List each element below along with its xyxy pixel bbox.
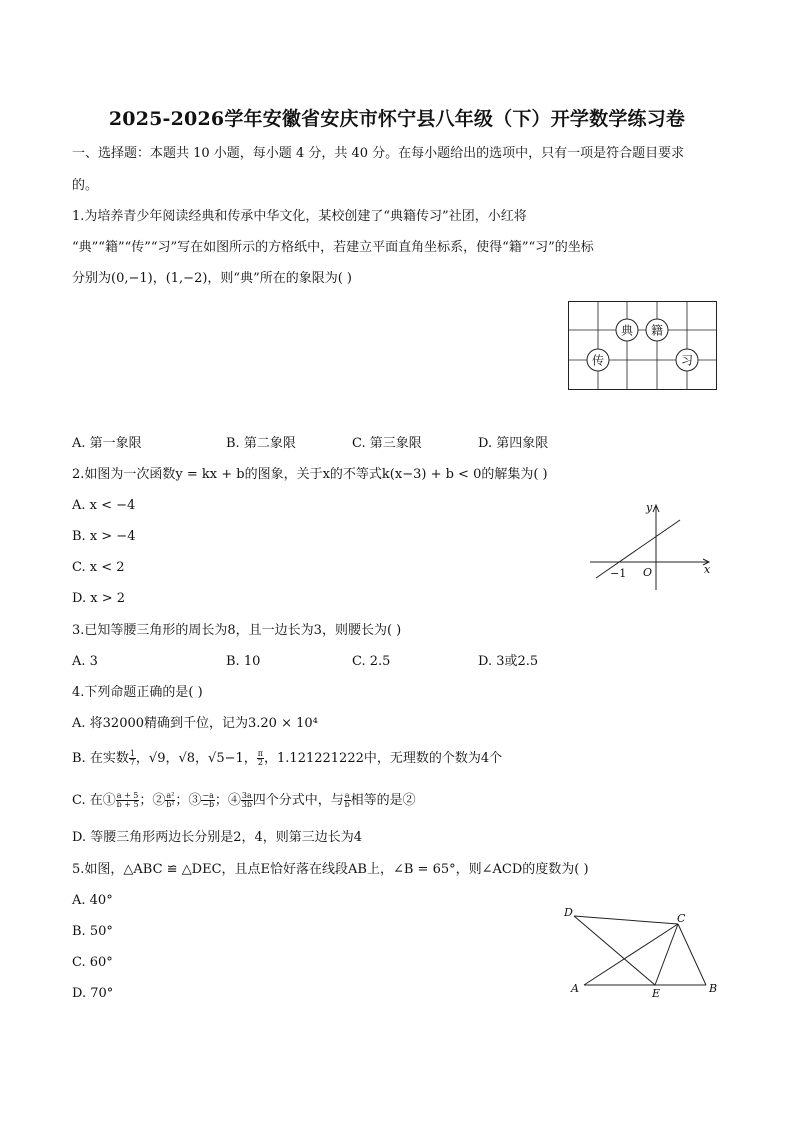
vertex-label-c: C [677, 912, 686, 925]
q4-option-a: A. 将32000精确到千位，记为3.20 × 10⁴ [72, 716, 318, 731]
q5-option-c: C. 60° [72, 955, 113, 970]
q5-text-line1: 5.如图，△ABC ≌ △DEC，且点E恰好落在线段AB上，∠B = 65°，则∠ACD的度数为( ) [72, 862, 589, 877]
page-title: 2025-2026学年安徽省安庆市怀宁县八年级（下）开学数学练习卷 [108, 108, 686, 130]
q4-option-d: D. 等腰三角形两边长分别是2，4，则第三边长为4 [72, 830, 363, 845]
q4-option-c-end: 相等的是② [350, 793, 416, 808]
q2-option-c: C. x < 2 [72, 560, 125, 575]
q4-option-c-pre: C. 在① [72, 793, 116, 808]
section-instructions-line2: 的。 [72, 178, 99, 193]
graph-origin-label: O [643, 566, 653, 579]
graph-y-label: y [646, 501, 653, 514]
q4-option-c-post: 四个分式中，与 [252, 793, 344, 808]
fraction-a-b: $\frac{a}{b}$ [344, 791, 350, 809]
q3-option-b: B. 10 [226, 654, 261, 669]
vertex-label-b: B [709, 982, 718, 995]
fraction-a5-b5: $\frac{a + 5}{b + 5}$ [116, 791, 139, 809]
q1-text-line1: 1.为培养青少年阅读经典和传承中华文化，某校创建了“典籍传习”社团，小红将 [72, 209, 527, 224]
fraction-a2-b2: $\frac{\text{a²}}{\text{b²}}$ [166, 791, 175, 809]
grid-char-dian: 典 [620, 323, 634, 338]
q1-option-a: A. 第一象限 [72, 436, 142, 451]
q4-option-c: C. 在① $\frac{a + 5}{b + 5}$ ；② $\frac{\text{a²}}{\text{b²}}$ ；③ $\frac{-a}{-b}$ ；④ $\frac{3a}{3b}$ 四个分式中，与 $\frac{a}{b}$ 相等的是② [72, 791, 416, 809]
q4-option-b-mid: ，√9，√8，√5−1， [135, 751, 257, 766]
grid-char-xi: 习 [680, 353, 694, 368]
fraction-3a-3b: $\frac{3a}{3b}$ [241, 791, 252, 809]
q1-option-b: B. 第二象限 [226, 436, 296, 451]
q4-option-b-pre: B. 在实数 [72, 751, 129, 766]
q1-grid-figure [568, 301, 718, 391]
grid-char-ji: 籍 [650, 323, 664, 338]
grid-char-chuan: 传 [591, 353, 605, 368]
q5-option-b: B. 50° [72, 924, 113, 939]
q4-option-b-post: ，1.121221222中，无理数的个数为4个 [264, 751, 503, 766]
q1-text-line3: 分别为(0,−1)，(1,−2)，则“典”所在的象限为( ) [72, 271, 352, 286]
q4-option-b [72, 750, 502, 768]
q3-text-line1: 3.已知等腰三角形的周长为8，且一边长为3，则腰长为( ) [72, 623, 402, 638]
q4-text-line1: 4.下列命题正确的是( ) [72, 685, 203, 700]
q2-option-a: A. x < −4 [72, 498, 136, 513]
q2-option-b: B. x > −4 [72, 529, 136, 544]
fraction-neg-a-neg-b: $\frac{-a}{-b}$ [202, 791, 215, 809]
q2-linear-graph [588, 500, 718, 592]
q5-option-a: A. 40° [72, 893, 113, 908]
q3-option-d: D. 3或2.5 [478, 654, 539, 669]
q1-text-line2: “典”“籍”“传”“习”写在如图所示的方格纸中，若建立平面直角坐标系，使得“籍”“习”的坐标 [72, 240, 594, 255]
fraction-pi-half: $\frac{\pi}{2}$ [257, 749, 264, 767]
q1-option-d: D. 第四象限 [478, 436, 549, 451]
q5-option-d: D. 70° [72, 986, 114, 1001]
q2-text-line1: 2.如图为一次函数y = kx + b的图象，关于x的不等式k(x−3) + b < 0的解集为( ) [72, 467, 548, 482]
graph-tick-label: −1 [610, 567, 627, 580]
vertex-label-a: A [571, 982, 579, 995]
q2-option-d: D. x > 2 [72, 591, 125, 606]
fraction-one-seventh: $\frac{1}{7}$ [129, 749, 135, 767]
vertex-label-d: D [564, 906, 573, 919]
section-instructions-line1: 一、选择题：本题共 10 小题，每小题 4 分，共 40 分。在每小题给出的选项中，只有一项是符合题目要求 [72, 146, 685, 161]
q5-triangle-figure [560, 904, 725, 1000]
vertex-label-e: E [652, 987, 661, 1000]
q3-option-a: A. 3 [72, 654, 98, 669]
q3-option-c: C. 2.5 [352, 654, 391, 669]
graph-x-label: x [704, 563, 711, 576]
q1-option-c: C. 第三象限 [352, 436, 422, 451]
